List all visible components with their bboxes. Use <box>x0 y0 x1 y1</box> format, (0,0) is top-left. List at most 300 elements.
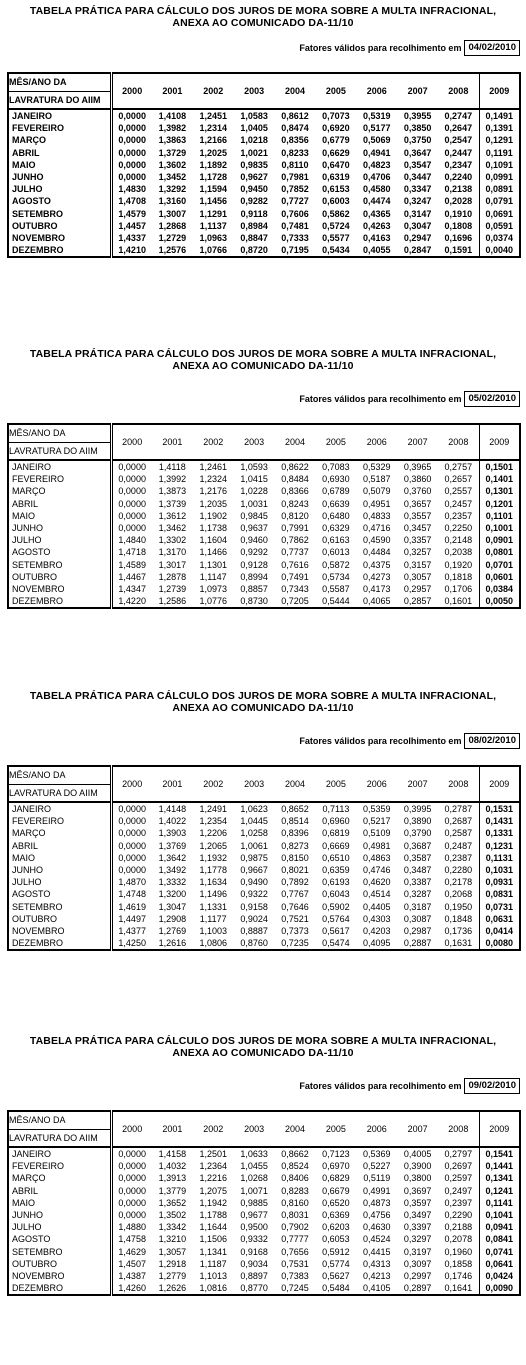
factor-cell: 1,4457 <box>118 220 146 231</box>
factor-cell: 1,2908 <box>158 913 187 924</box>
factor-cell: 0,5872 <box>322 559 350 570</box>
factor-cell: 0,1391 <box>479 122 520 134</box>
factor-cell: 0,7123 <box>322 1149 350 1160</box>
factor-cell: 0,6629 <box>322 147 350 158</box>
factor-cell: 1,0455 <box>240 1161 268 1172</box>
factor-cell: 1,3170 <box>158 547 187 558</box>
year-header-2008: 2008 <box>438 73 479 109</box>
factor-cell: 0,4055 <box>363 245 391 256</box>
factor-cell: 1,1291 <box>199 208 227 219</box>
factor-cell: 1,2314 <box>199 123 227 134</box>
factor-cell: 0,7852 <box>281 184 309 195</box>
factor-cell: 0,7205 <box>281 596 309 607</box>
factor-cell: 0,0000 <box>118 1161 146 1172</box>
month-label: FEVEREIRO <box>8 122 111 134</box>
year-header-2001: 2001 <box>152 1111 193 1147</box>
factor-cell: 1,2176 <box>199 486 227 497</box>
month-label: JANEIRO <box>8 109 111 122</box>
factor-cell: 1,4507 <box>118 1258 146 1269</box>
factor-cell: 0,9158 <box>240 901 268 912</box>
factor-cell: 0,1591 <box>444 245 473 256</box>
validity-label: Fatores válidos para recolhimento em <box>299 394 462 404</box>
factor-cell: 0,0000 <box>118 474 146 485</box>
factor-cell: 0,3287 <box>403 889 432 900</box>
factor-cell: 1,0445 <box>240 816 268 827</box>
factor-cell: 0,2757 <box>444 462 473 473</box>
month-label: DEZEMBRO <box>8 1282 111 1295</box>
factor-cell: 0,4863 <box>363 852 391 863</box>
factor-cell: 1,0623 <box>240 804 268 815</box>
factor-cell: 0,9627 <box>240 172 268 183</box>
factor-cell: 0,8887 <box>240 925 268 936</box>
factor-cell: 0,6829 <box>322 1173 350 1184</box>
factor-cell: 0,8514 <box>281 816 309 827</box>
factor-cell: 0,4823 <box>363 159 391 170</box>
table-row <box>8 815 520 827</box>
factor-cell: 0,2997 <box>403 1270 432 1281</box>
year-header-2009: 2009 <box>479 1111 520 1147</box>
factor-cell: 1,4032 <box>158 1161 187 1172</box>
factor-cell: 0,5369 <box>363 1149 391 1160</box>
factor-cell: 0,4746 <box>363 865 391 876</box>
table-row <box>8 888 520 900</box>
factor-cell: 0,7333 <box>281 232 309 243</box>
factor-cell: 0,1291 <box>479 134 520 146</box>
table-row <box>8 827 520 839</box>
factor-cell: 0,7616 <box>281 559 309 570</box>
month-column-header <box>8 73 111 109</box>
month-label: OUTUBRO <box>8 1258 111 1270</box>
factor-cell: 0,9667 <box>240 865 268 876</box>
table-section-1 <box>0 0 526 330</box>
factor-cell: 0,6920 <box>322 123 350 134</box>
factor-cell: 0,9500 <box>240 1222 268 1233</box>
factor-cell: 0,0741 <box>479 1246 520 1258</box>
month-label: JUNHO <box>8 1209 111 1221</box>
factor-cell: 0,8897 <box>240 1270 268 1281</box>
factor-cell: 1,1013 <box>199 1270 227 1281</box>
month-label: AGOSTO <box>8 888 111 900</box>
factor-cell: 1,1456 <box>199 196 227 207</box>
factor-cell: 0,1441 <box>479 1160 520 1172</box>
factor-cell: 1,2364 <box>199 1161 227 1172</box>
factor-cell: 0,2697 <box>444 1161 473 1172</box>
factor-cell: 0,7083 <box>322 462 350 473</box>
factor-cell: 0,7491 <box>281 571 309 582</box>
factor-cell: 0,6319 <box>322 172 350 183</box>
factor-cell: 0,5119 <box>363 1173 391 1184</box>
factor-cell: 1,1147 <box>199 571 227 582</box>
factor-cell: 0,3447 <box>403 172 432 183</box>
table-row <box>8 1270 520 1282</box>
factor-cell: 1,4497 <box>118 913 146 924</box>
factor-cell: 0,5187 <box>363 474 391 485</box>
factor-cell: 0,4213 <box>363 1270 391 1281</box>
factor-table <box>7 72 521 258</box>
factor-cell: 1,1902 <box>199 510 227 521</box>
factor-cell: 0,4313 <box>363 1258 391 1269</box>
factor-cell: 1,1003 <box>199 925 227 936</box>
factor-cell: 0,8021 <box>281 865 309 876</box>
month-label: AGOSTO <box>8 195 111 207</box>
factor-cell: 0,1920 <box>444 559 473 570</box>
factor-cell: 0,1131 <box>479 852 520 864</box>
factor-cell: 0,5484 <box>322 1283 350 1294</box>
factor-cell: 0,7646 <box>281 901 309 912</box>
factor-cell: 0,6679 <box>322 1185 350 1196</box>
month-label: MAIO <box>8 1197 111 1209</box>
factor-cell: 1,3913 <box>158 1173 187 1184</box>
month-column-header <box>8 1111 111 1147</box>
table-row <box>8 522 520 534</box>
factor-cell: 0,9835 <box>240 159 268 170</box>
table-row <box>8 147 520 159</box>
factor-cell: 0,1101 <box>479 510 520 522</box>
month-label: DEZEMBRO <box>8 937 111 950</box>
year-header-2000: 2000 <box>111 73 152 109</box>
factor-cell: 1,3200 <box>158 889 187 900</box>
year-header-2008: 2008 <box>438 1111 479 1147</box>
factor-cell: 1,4260 <box>118 1283 146 1294</box>
factor-cell: 0,1950 <box>444 901 473 912</box>
factor-cell: 0,4163 <box>363 232 391 243</box>
factor-cell: 0,1960 <box>444 1246 473 1257</box>
factor-cell: 0,0000 <box>118 172 146 183</box>
factor-cell: 0,4273 <box>363 571 391 582</box>
factor-cell: 1,0633 <box>240 1149 268 1160</box>
factor-cell: 0,3187 <box>403 901 432 912</box>
factor-cell: 1,3873 <box>158 486 187 497</box>
factor-cell: 0,9282 <box>240 196 268 207</box>
factor-cell: 0,5319 <box>363 111 391 122</box>
factor-cell: 1,1331 <box>199 901 227 912</box>
factor-cell: 1,3452 <box>158 172 187 183</box>
factor-cell: 1,2065 <box>199 840 227 851</box>
factor-cell: 1,1496 <box>199 889 227 900</box>
factor-cell: 0,2957 <box>403 583 432 594</box>
factor-cell: 0,3800 <box>403 1173 432 1184</box>
table-row <box>8 583 520 595</box>
factor-cell: 1,1604 <box>199 535 227 546</box>
factor-cell: 0,4405 <box>363 901 391 912</box>
factor-cell: 1,2461 <box>199 462 227 473</box>
factor-cell: 1,2491 <box>199 804 227 815</box>
factor-cell: 0,3347 <box>403 184 432 195</box>
factor-cell: 0,4375 <box>363 559 391 570</box>
factor-cell: 0,7373 <box>281 925 309 936</box>
month-label: JANEIRO <box>8 460 111 473</box>
factor-cell: 1,0583 <box>240 111 268 122</box>
table-row <box>8 244 520 257</box>
factor-cell: 0,4303 <box>363 913 391 924</box>
header-row <box>8 73 520 109</box>
table-row <box>8 534 520 546</box>
header-row <box>8 766 520 802</box>
factor-cell: 0,4941 <box>363 147 391 158</box>
title-line-1: TABELA PRÁTICA PARA CÁLCULO DOS JUROS DE MORA SOBRE A MULTA INFRACIONAL, <box>29 348 497 360</box>
month-label: JUNHO <box>8 171 111 183</box>
factor-cell: 1,4210 <box>118 245 146 256</box>
factor-cell: 0,4951 <box>363 498 391 509</box>
factor-cell: 0,4173 <box>363 583 391 594</box>
table-row <box>8 1282 520 1295</box>
factor-cell: 0,3457 <box>403 523 432 534</box>
month-label: FEVEREIRO <box>8 1160 111 1172</box>
factor-cell: 0,3487 <box>403 865 432 876</box>
factor-cell: 0,1491 <box>479 109 520 122</box>
factor-cell: 0,4981 <box>363 840 391 851</box>
factor-cell: 1,4158 <box>158 1149 187 1160</box>
year-header-2008: 2008 <box>438 424 479 460</box>
month-label: DEZEMBRO <box>8 595 111 608</box>
factor-cell: 0,4716 <box>363 523 391 534</box>
factor-cell: 0,5434 <box>322 245 350 256</box>
factor-cell: 0,3197 <box>403 1246 432 1257</box>
factor-cell: 0,5329 <box>363 462 391 473</box>
factor-cell: 1,0415 <box>240 474 268 485</box>
factor-cell: 0,1858 <box>444 1258 473 1269</box>
factor-cell: 0,4105 <box>363 1283 391 1294</box>
factor-cell: 0,7981 <box>281 172 309 183</box>
factor-cell: 0,8110 <box>281 159 309 170</box>
factor-cell: 0,8847 <box>240 232 268 243</box>
factor-cell: 1,3903 <box>158 828 187 839</box>
factor-cell: 0,8857 <box>240 583 268 594</box>
factor-cell: 0,5444 <box>322 596 350 607</box>
table-row <box>8 937 520 950</box>
factor-cell: 0,5079 <box>363 486 391 497</box>
factor-cell: 1,3612 <box>158 510 187 521</box>
factor-cell: 0,8273 <box>281 840 309 851</box>
factor-cell: 1,0405 <box>240 123 268 134</box>
year-header-2005: 2005 <box>315 766 356 802</box>
factor-cell: 0,2597 <box>444 1173 473 1184</box>
factor-cell: 0,0000 <box>118 498 146 509</box>
month-label: JULHO <box>8 1221 111 1233</box>
factor-cell: 0,2028 <box>444 196 473 207</box>
month-label: AGOSTO <box>8 546 111 558</box>
month-label: ABRIL <box>8 498 111 510</box>
year-header-2003: 2003 <box>234 766 275 802</box>
factor-cell: 1,1187 <box>199 1258 227 1269</box>
validity-label: Fatores válidos para recolhimento em <box>299 736 462 746</box>
factor-cell: 0,3995 <box>403 804 432 815</box>
factor-cell: 1,0776 <box>199 596 227 607</box>
factor-cell: 0,2178 <box>444 877 473 888</box>
factor-cell: 0,0000 <box>118 1210 146 1221</box>
factor-cell: 1,4589 <box>118 559 146 570</box>
factor-cell: 0,8770 <box>240 1283 268 1294</box>
table-row <box>8 1233 520 1245</box>
factor-cell: 1,3292 <box>158 184 187 195</box>
factor-cell: 1,3210 <box>158 1234 187 1245</box>
factor-cell: 0,2657 <box>444 474 473 485</box>
factor-cell: 0,2547 <box>444 135 473 146</box>
factor-cell: 0,4991 <box>363 1185 391 1196</box>
factor-cell: 0,0374 <box>479 232 520 244</box>
factor-cell: 0,4365 <box>363 208 391 219</box>
factor-cell: 1,3017 <box>158 559 187 570</box>
factor-cell: 0,8720 <box>240 245 268 256</box>
factor-cell: 0,6193 <box>322 877 350 888</box>
table-title <box>0 5 526 29</box>
factor-cell: 0,3247 <box>403 196 432 207</box>
factor-cell: 0,7531 <box>281 1258 309 1269</box>
factor-cell: 1,2576 <box>158 245 187 256</box>
factor-cell: 0,6520 <box>322 1197 350 1208</box>
factor-cell: 0,3497 <box>403 1210 432 1221</box>
month-header-line-1: MÊS/ANO DA <box>9 770 110 785</box>
factor-cell: 1,0218 <box>240 135 268 146</box>
table-row <box>8 109 520 122</box>
year-header-2001: 2001 <box>152 424 193 460</box>
factor-cell: 0,3587 <box>403 852 432 863</box>
factor-cell: 1,2729 <box>158 232 187 243</box>
factor-cell: 0,2897 <box>403 1283 432 1294</box>
factor-cell: 1,2166 <box>199 135 227 146</box>
factor-cell: 1,4758 <box>118 1234 146 1245</box>
table-row <box>8 208 520 220</box>
month-label: MARÇO <box>8 134 111 146</box>
factor-cell: 0,0000 <box>118 135 146 146</box>
factor-cell: 0,6639 <box>322 498 350 509</box>
factor-cell: 0,5227 <box>363 1161 391 1172</box>
factor-cell: 1,2354 <box>199 816 227 827</box>
factor-cell: 1,3602 <box>158 159 187 170</box>
validity-line <box>299 391 520 407</box>
factor-cell: 1,4708 <box>118 196 146 207</box>
factor-cell: 0,5734 <box>322 571 350 582</box>
factor-cell: 0,0000 <box>118 111 146 122</box>
header-row <box>8 424 520 460</box>
factor-cell: 0,0841 <box>479 1233 520 1245</box>
factor-table <box>7 1110 521 1296</box>
table-row <box>8 134 520 146</box>
validity-line <box>299 1078 520 1094</box>
factor-cell: 0,4833 <box>363 510 391 521</box>
factor-cell: 1,2586 <box>158 596 187 607</box>
factor-cell: 0,7073 <box>322 111 350 122</box>
factor-cell: 0,0931 <box>479 876 520 888</box>
factor-cell: 1,0021 <box>240 147 268 158</box>
factor-cell: 0,1541 <box>479 1147 520 1160</box>
factor-cell: 0,2290 <box>444 1210 473 1221</box>
factor-cell: 0,2797 <box>444 1149 473 1160</box>
table-row <box>8 1209 520 1221</box>
factor-cell: 0,8622 <box>281 462 309 473</box>
factor-cell: 1,3729 <box>158 147 187 158</box>
factor-cell: 1,3642 <box>158 852 187 863</box>
table-row <box>8 913 520 925</box>
factor-cell: 1,2626 <box>158 1283 187 1294</box>
factor-cell: 0,0424 <box>479 1270 520 1282</box>
table-row <box>8 595 520 608</box>
title-line-2: ANEXA AO COMUNICADO DA-11/10 <box>172 17 354 29</box>
factor-cell: 0,7777 <box>281 1234 309 1245</box>
factor-cell: 0,7767 <box>281 889 309 900</box>
factor-cell: 1,2779 <box>158 1270 187 1281</box>
factor-cell: 0,0000 <box>118 510 146 521</box>
factor-cell: 0,1601 <box>444 596 473 607</box>
factor-cell: 0,9845 <box>240 510 268 521</box>
validity-label: Fatores válidos para recolhimento em <box>299 43 462 53</box>
factor-cell: 0,2347 <box>444 159 473 170</box>
year-header-2009: 2009 <box>479 766 520 802</box>
factor-cell: 1,2616 <box>158 938 187 949</box>
factor-cell: 0,7991 <box>281 523 309 534</box>
factor-cell: 1,4148 <box>158 804 187 815</box>
factor-cell: 0,3697 <box>403 1185 432 1196</box>
factor-cell: 0,2280 <box>444 865 473 876</box>
year-header-2004: 2004 <box>275 1111 316 1147</box>
factor-cell: 0,3297 <box>403 1234 432 1245</box>
year-header-2006: 2006 <box>356 424 397 460</box>
factor-cell: 0,1201 <box>479 498 520 510</box>
factor-cell: 0,8484 <box>281 474 309 485</box>
factor-cell: 0,1910 <box>444 208 473 219</box>
factor-cell: 0,0991 <box>479 171 520 183</box>
factor-cell: 0,3057 <box>403 571 432 582</box>
factor-cell: 0,7902 <box>281 1222 309 1233</box>
factor-cell: 0,5912 <box>322 1246 350 1257</box>
table-row <box>8 510 520 522</box>
factor-cell: 0,1301 <box>479 485 520 497</box>
factor-cell: 0,1341 <box>479 1172 520 1184</box>
factor-cell: 0,0891 <box>479 183 520 195</box>
factor-cell: 0,0000 <box>118 852 146 863</box>
factor-cell: 0,7235 <box>281 938 309 949</box>
year-header-2000: 2000 <box>111 424 152 460</box>
factor-cell: 0,1808 <box>444 220 473 231</box>
table-row <box>8 460 520 473</box>
factor-cell: 0,0941 <box>479 1221 520 1233</box>
factor-cell: 0,3647 <box>403 147 432 158</box>
factor-cell: 1,2739 <box>158 583 187 594</box>
year-header-2004: 2004 <box>275 424 316 460</box>
factor-cell: 0,1031 <box>479 864 520 876</box>
table-section-2 <box>0 348 526 678</box>
validity-date: 05/02/2010 <box>464 391 520 407</box>
factor-table <box>7 423 521 609</box>
table-row <box>8 1172 520 1184</box>
title-line-1: TABELA PRÁTICA PARA CÁLCULO DOS JUROS DE MORA SOBRE A MULTA INFRACIONAL, <box>29 1035 497 1047</box>
factor-cell: 0,7383 <box>281 1270 309 1281</box>
factor-cell: 1,4387 <box>118 1270 146 1281</box>
year-header-2005: 2005 <box>315 424 356 460</box>
factor-cell: 0,0831 <box>479 888 520 900</box>
month-label: MARÇO <box>8 827 111 839</box>
factor-cell: 1,1644 <box>199 1222 227 1233</box>
factor-cell: 0,9292 <box>240 547 268 558</box>
factor-cell: 0,6003 <box>322 196 350 207</box>
factor-cell: 0,1331 <box>479 827 520 839</box>
table-title <box>0 690 526 714</box>
factor-cell: 0,6789 <box>322 486 350 497</box>
factor-cell: 0,5217 <box>363 816 391 827</box>
factor-cell: 0,0414 <box>479 925 520 937</box>
factor-cell: 0,3790 <box>403 828 432 839</box>
factor-cell: 1,3492 <box>158 865 187 876</box>
factor-cell: 1,0031 <box>240 498 268 509</box>
factor-cell: 0,3087 <box>403 913 432 924</box>
factor-cell: 0,4630 <box>363 1222 391 1233</box>
year-header-2006: 2006 <box>356 73 397 109</box>
factor-cell: 0,8984 <box>240 220 268 231</box>
factor-cell: 0,6669 <box>322 840 350 851</box>
factor-cell: 0,6043 <box>322 889 350 900</box>
factor-cell: 0,9118 <box>240 208 268 219</box>
factor-cell: 1,0806 <box>199 938 227 949</box>
